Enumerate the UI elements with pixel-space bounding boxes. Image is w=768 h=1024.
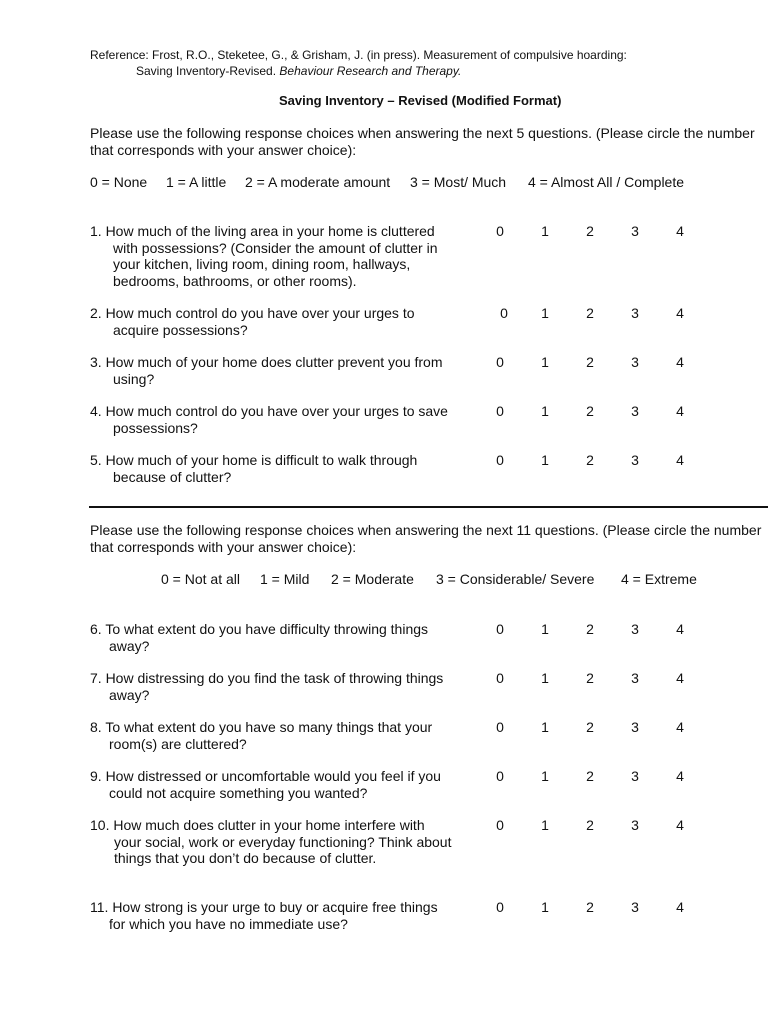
answer-option[interactable]: 0 — [500, 305, 508, 321]
question-3 — [90, 354, 470, 387]
section2-instruction-line-2: that corresponds with your answer choice): — [90, 539, 357, 555]
question-4-line-1: 4. How much control do you have over your urges to save — [90, 403, 448, 419]
answer-option[interactable]: 2 — [586, 403, 594, 419]
question-2-line-1: 2. How much control do you have over your urges to — [90, 305, 415, 321]
question-10 — [90, 817, 470, 867]
answer-option[interactable]: 1 — [541, 899, 549, 915]
answer-option[interactable]: 4 — [676, 670, 684, 686]
answer-option[interactable]: 2 — [586, 670, 594, 686]
section2-choice-2: 2 = Moderate — [331, 571, 414, 587]
section1-choice-3: 3 = Most/ Much — [410, 174, 507, 190]
answer-option[interactable]: 3 — [631, 817, 639, 833]
section2-choice-4: 4 = Extreme — [621, 571, 697, 587]
answer-option[interactable]: 0 — [496, 670, 504, 686]
answer-option[interactable]: 1 — [541, 305, 549, 321]
answer-option[interactable]: 4 — [676, 768, 684, 784]
question-10-line-3: things that you don’t do because of clutter. — [114, 850, 377, 866]
section2-instruction-line-1: Please use the following response choices when answering the next 11 questions. (Please circle the number — [90, 522, 762, 538]
question-5-line-2: because of clutter? — [113, 468, 232, 485]
answer-option[interactable]: 3 — [631, 621, 639, 637]
question-9-line-1: 9. How distressed or uncomfortable would you feel if you — [90, 768, 441, 784]
reference-line-2 — [136, 63, 461, 79]
answer-option[interactable]: 1 — [541, 223, 549, 239]
answer-option[interactable]: 2 — [586, 768, 594, 784]
question-6 — [90, 621, 470, 654]
question-11 — [90, 899, 470, 932]
section2-choice-0: 0 = Not at all — [161, 571, 240, 587]
answer-option[interactable]: 0 — [496, 452, 504, 468]
answer-option[interactable]: 1 — [541, 621, 549, 637]
answer-option[interactable]: 4 — [676, 305, 684, 321]
question-8-line-1: 8. To what extent do you have so many things that your — [90, 719, 433, 735]
section2-choice-1: 1 = Mild — [260, 571, 310, 587]
answer-option[interactable]: 1 — [541, 670, 549, 686]
question-4 — [90, 403, 470, 436]
answer-option[interactable]: 2 — [586, 719, 594, 735]
answer-option[interactable]: 0 — [496, 768, 504, 784]
answer-option[interactable]: 0 — [496, 621, 504, 637]
question-6-line-2: away? — [109, 637, 150, 654]
answer-option[interactable]: 0 — [496, 403, 504, 419]
answer-option[interactable]: 0 — [496, 223, 504, 239]
question-11-line-2: for which you have no immediate use? — [109, 915, 348, 932]
answer-option[interactable]: 1 — [541, 719, 549, 735]
answer-option[interactable]: 2 — [586, 223, 594, 239]
question-1-line-4: bedrooms, bathrooms, or other rooms). — [113, 272, 357, 289]
section1-choice-4: 4 = Almost All / Complete — [528, 174, 685, 190]
question-2-line-2: acquire possessions? — [113, 321, 248, 338]
answer-option[interactable]: 3 — [631, 305, 639, 321]
question-6-line-1: 6. To what extent do you have difficulty throwing things — [90, 621, 429, 637]
question-9-line-2: could not acquire something you wanted? — [109, 784, 368, 801]
question-10-line-1: 10. How much does clutter in your home interfere with — [90, 817, 425, 833]
question-4-line-2: possessions? — [113, 419, 198, 436]
question-1-line-2: with possessions? (Consider the amount of clutter in — [113, 239, 438, 256]
question-8 — [90, 719, 470, 752]
answer-option[interactable]: 3 — [631, 223, 639, 239]
reference-line-1: Reference: Frost, R.O., Steketee, G., & Grisham, J. (in press). Measurement of compulsive hoarding: — [90, 48, 627, 62]
section1-choice-2: 2 = A moderate amount — [245, 174, 391, 190]
reference-journal: Behaviour Research and Therapy. — [279, 64, 462, 78]
answer-option[interactable]: 2 — [586, 354, 594, 370]
answer-option[interactable]: 4 — [676, 899, 684, 915]
answer-option[interactable]: 1 — [541, 768, 549, 784]
question-1 — [90, 223, 470, 289]
answer-option[interactable]: 4 — [676, 817, 684, 833]
question-2 — [90, 305, 470, 338]
section2-choice-3: 3 = Considerable/ Severe — [436, 571, 595, 587]
answer-option[interactable]: 4 — [676, 621, 684, 637]
question-3-line-1: 3. How much of your home does clutter prevent you from — [90, 354, 443, 370]
section-divider — [89, 506, 768, 508]
answer-option[interactable]: 3 — [631, 403, 639, 419]
answer-option[interactable]: 3 — [631, 670, 639, 686]
question-5 — [90, 452, 470, 485]
document-title: Saving Inventory – Revised (Modified Format) — [279, 93, 562, 108]
answer-option[interactable]: 1 — [541, 452, 549, 468]
answer-option[interactable]: 4 — [676, 719, 684, 735]
question-5-line-1: 5. How much of your home is difficult to walk through — [90, 452, 418, 468]
answer-option[interactable]: 2 — [586, 621, 594, 637]
answer-option[interactable]: 0 — [496, 719, 504, 735]
answer-option[interactable]: 4 — [676, 452, 684, 468]
answer-option[interactable]: 2 — [586, 452, 594, 468]
question-10-line-2: your social, work or everyday functioning? Think about — [114, 833, 452, 850]
answer-option[interactable]: 0 — [496, 899, 504, 915]
reference-source: Saving Inventory-Revised. — [136, 64, 277, 78]
section1-instruction-line-2: that corresponds with your answer choice): — [90, 142, 357, 158]
question-1-line-3: your kitchen, living room, dining room, hallways, — [113, 256, 411, 272]
answer-option[interactable]: 4 — [676, 403, 684, 419]
question-7-line-2: away? — [109, 686, 150, 703]
question-7-line-1: 7. How distressing do you find the task of throwing things — [90, 670, 444, 686]
answer-option[interactable]: 0 — [496, 817, 504, 833]
answer-option[interactable]: 4 — [676, 223, 684, 239]
answer-option[interactable]: 2 — [586, 817, 594, 833]
answer-option[interactable]: 2 — [586, 305, 594, 321]
question-3-line-2: using? — [113, 370, 155, 387]
answer-option[interactable]: 2 — [586, 899, 594, 915]
answer-option[interactable]: 3 — [631, 768, 639, 784]
answer-option[interactable]: 3 — [631, 452, 639, 468]
answer-option[interactable]: 3 — [631, 719, 639, 735]
answer-option[interactable]: 4 — [676, 354, 684, 370]
section1-instruction-line-1: Please use the following response choices when answering the next 5 questions. (Please circle the number — [90, 125, 755, 141]
question-1-line-1: 1. How much of the living area in your home is cluttered — [90, 223, 435, 239]
question-9 — [90, 768, 470, 801]
section1-choice-0: 0 = None — [90, 174, 148, 190]
question-7 — [90, 670, 470, 703]
answer-option[interactable]: 3 — [631, 354, 639, 370]
answer-option[interactable]: 0 — [496, 354, 504, 370]
question-8-line-2: room(s) are cluttered? — [109, 735, 247, 752]
answer-option[interactable]: 1 — [541, 403, 549, 419]
question-11-line-1: 11. How strong is your urge to buy or acquire free things — [90, 899, 438, 915]
answer-option[interactable]: 1 — [541, 354, 549, 370]
answer-option[interactable]: 1 — [541, 817, 549, 833]
answer-option[interactable]: 3 — [631, 899, 639, 915]
section1-choice-1: 1 = A little — [166, 174, 227, 190]
